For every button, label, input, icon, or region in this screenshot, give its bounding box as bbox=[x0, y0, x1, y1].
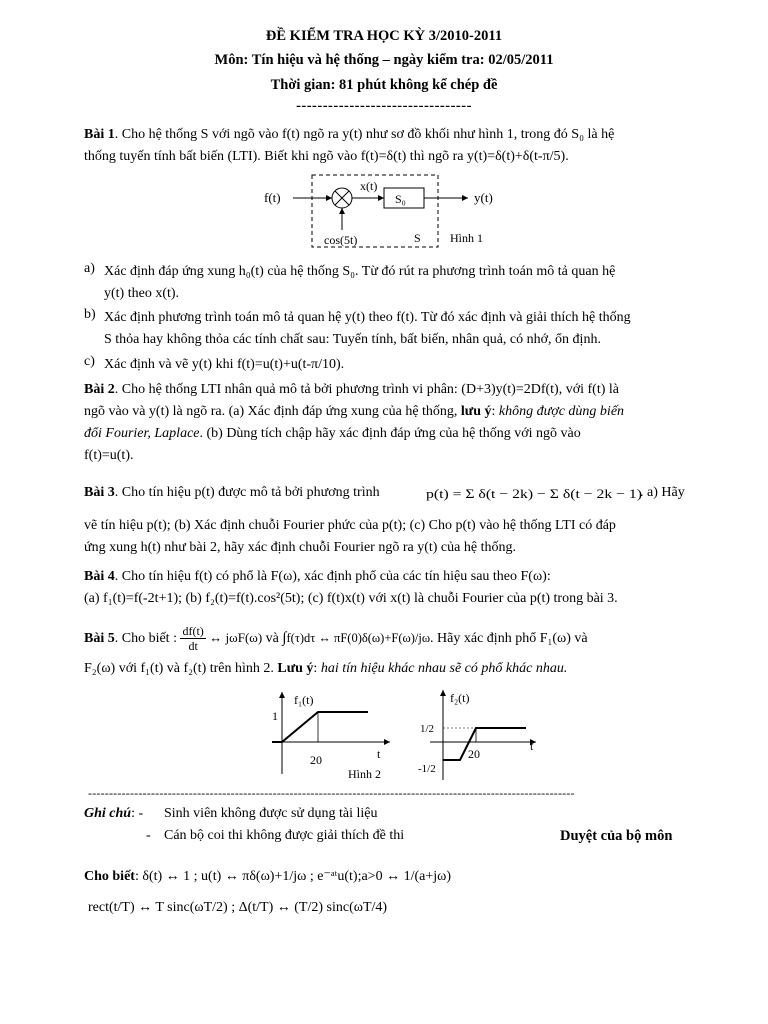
bai3-heading: Bài 3 bbox=[84, 485, 115, 500]
footer-separator: -------------------------------------------------------------------------------------------------------------------- bbox=[88, 786, 575, 800]
bai2-text: Bài 2. Cho hệ thống LTI nhân quả mô tả bởi phương trình vi phân: (D+3)y(t)=2Df(t), với f(t) là ngõ vào và y(t) là ngõ ra. (a) Xác định đáp ứng xung của hệ thống, lưu ý: không được dùng biến đổi Fourier, Laplace. (b) Dùng tích chập hãy xác định đáp ứng của hệ thống với ngõ vào f(t)=u(t). bbox=[84, 382, 625, 463]
f1-twenty-label: 20 bbox=[310, 753, 322, 767]
mid-signal-label: x(t) bbox=[360, 179, 378, 193]
figure-2-caption: Hình 2 bbox=[348, 767, 381, 781]
figure-1-block-diagram bbox=[260, 170, 520, 256]
f2-t-label: t bbox=[530, 739, 534, 753]
f1-one-label: 1 bbox=[272, 709, 278, 723]
bai5-line2: F₂(ω) với f₁(t) và f₂(t) trên hình 2. Lưu ý: hai tín hiệu khác nhau sẽ có phổ khác nhau. bbox=[84, 661, 568, 676]
f2-curve bbox=[443, 728, 526, 760]
header-rule: --------------------------------- bbox=[296, 98, 472, 114]
bai1-c-text: Xác định và vẽ y(t) khi f(t)=u(t)+u(t-π/10). bbox=[104, 357, 345, 372]
bai4-text: Bài 4. Cho tín hiệu f(t) có phổ là F(ω), xác định phổ của các tín hiệu sau theo F(ω): (a) f₁(t)=f(-2t+1); (b) f₂(t)=f(t).cos²(5t); (c) f(t)x(t) với x(t) là chuỗi Fourier của p(t) trong bài 3. bbox=[84, 569, 618, 606]
exam-subject: Môn: Tín hiệu và hệ thống – ngày kiểm tra: 02/05/2011 bbox=[214, 52, 554, 68]
output-label: y(t) bbox=[474, 190, 493, 205]
integral-sign: ∫ bbox=[282, 630, 287, 646]
figure-1-caption: Hình 1 bbox=[450, 231, 483, 245]
bai2-heading: Bài 2 bbox=[84, 382, 115, 397]
f2-twenty-label: 20 bbox=[468, 747, 480, 761]
bai3-line1: Bài 3. Cho tín hiệu p(t) được mô tả bởi phương trình bbox=[84, 485, 380, 500]
exam-time: Thời gian: 81 phút không kể chép đề bbox=[270, 77, 498, 93]
derivative-fraction: $\frac{df(t)}{dt}$ bbox=[182, 624, 204, 654]
given-label: Cho biết bbox=[84, 869, 135, 884]
f2-label: f₂(t) bbox=[450, 691, 470, 705]
note-label-row: Ghi chú: - bbox=[84, 806, 144, 821]
f1-t-label: t bbox=[377, 747, 381, 761]
bai4-heading: Bài 4 bbox=[84, 569, 115, 584]
given-formulas-2: rect(t/T) ↔ T sinc(ωT/2) ; Δ(t/T) ↔ (T/2) sinc(ωT/4) bbox=[88, 900, 388, 915]
f2-neg-half-label: -1/2 bbox=[418, 763, 436, 775]
bai1-c-label: c) bbox=[84, 354, 95, 369]
bai1-a-text: Xác định đáp ứng xung h₀(t) của hệ thống S₀. Từ đó rút ra phương trình toán mô tả quan hệ y(t) theo x(t). bbox=[104, 264, 616, 301]
note-2-dash: - bbox=[146, 828, 151, 843]
exam-title: ĐỀ KIỂM TRA HỌC KỲ 3/2010-2011 bbox=[265, 28, 503, 44]
bai1-a-label: a) bbox=[84, 261, 95, 276]
figure-2-signals bbox=[230, 684, 560, 784]
s0-label: S₀ bbox=[395, 192, 406, 206]
given-formulas-1: Cho biết: δ(t) ↔ 1 ; u(t) ↔ πδ(ω)+1/jω ; e⁻ᵃᵗu(t);a>0 ↔ 1/(a+jω) bbox=[84, 869, 451, 884]
input-label: f(t) bbox=[264, 190, 281, 205]
bai3-line1-end: . a) Hãy bbox=[640, 485, 685, 500]
bai1-intro: Bài 1. Cho hệ thống S với ngõ vào f(t) ngõ ra y(t) như sơ đồ khối như hình 1, trong đó S₀ là hệ thống tuyến tính bất biến (LTI). Biết khi ngõ vào f(t)=δ(t) thì ngõ ra y(t)=δ(t)+δ(t-π/5). bbox=[84, 127, 615, 164]
bai5-heading: Bài 5 bbox=[84, 631, 115, 646]
bai1-heading: Bài 1 bbox=[84, 127, 115, 142]
bai5-line1: Bài 5. Cho biết : $\frac{df(t)}{dt}$ ↔ jωF(ω) và ∫f(τ)dτ ↔ πF(0)δ(ω)+F(ω)/jω. Hãy xác định phổ F₁(ω) và bbox=[84, 624, 588, 654]
svg-text:p(t) = Σ δ(t − 2k) − Σ δ(t − 2: p(t) = Σ δ(t − 2k) − Σ δ(t − 2k − 1) bbox=[426, 486, 642, 501]
f1-label: f₁(t) bbox=[294, 693, 314, 707]
bai1-b-text: Xác định phương trình toán mô tả quan hệ y(t) theo f(t). Từ đó xác định và giải thích hệ thống S thỏa hay không thỏa các tính chất sau: Tuyến tính, bất biến, nhân quả, có nhớ, ổn định. bbox=[104, 310, 631, 347]
f1-curve bbox=[272, 712, 368, 742]
bai3-formula bbox=[424, 474, 646, 518]
carrier-label: cos(5t) bbox=[324, 233, 358, 247]
bai3-text: vẽ tín hiệu p(t); (b) Xác định chuỗi Fourier phức của p(t); (c) Cho p(t) vào hệ thống LTI có đáp ứng xung h(t) như bài 2, hãy xác định chuỗi Fourier ngõ ra y(t) của hệ thống. bbox=[84, 518, 616, 555]
note-1: Sinh viên không được sử dụng tài liệu bbox=[164, 806, 378, 821]
note-2: Cán bộ coi thi không được giải thích đề thi bbox=[164, 828, 405, 843]
note-label: Ghi chú bbox=[84, 806, 132, 821]
bai1-b-label: b) bbox=[84, 307, 96, 322]
system-label: S bbox=[414, 231, 421, 245]
department-approval: Duyệt của bộ môn bbox=[560, 828, 673, 844]
f2-half-label: 1/2 bbox=[420, 723, 435, 735]
